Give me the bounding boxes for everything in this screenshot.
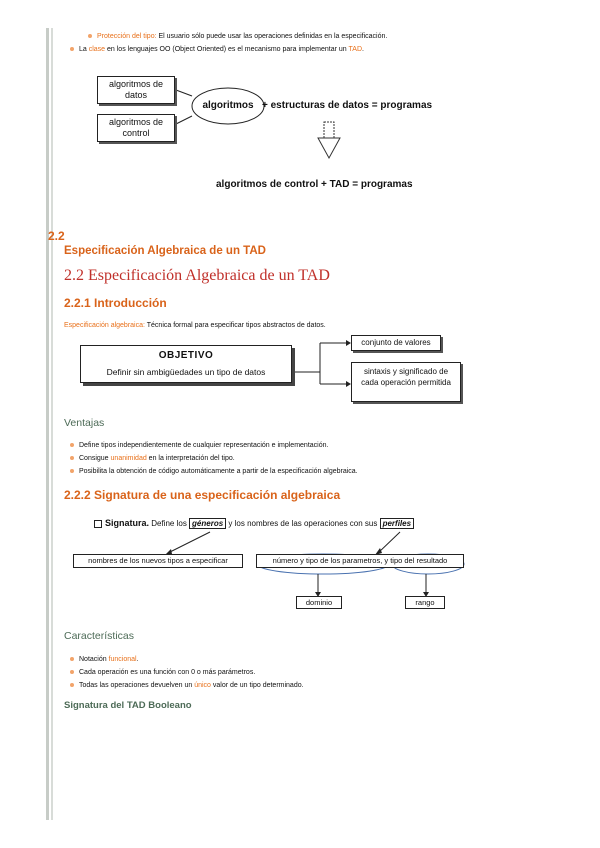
objetivo-box bbox=[80, 345, 292, 383]
box-label: conjunto de valores bbox=[361, 338, 431, 347]
clase-link[interactable]: clase bbox=[88, 46, 106, 53]
item-text: Cada operación es una función con 0 o más parámetros. bbox=[79, 669, 256, 676]
ellipse-label: algoritmos bbox=[202, 100, 254, 111]
bullet-text: El usuario sólo puede usar las operaciones definidas en la especificación. bbox=[156, 33, 388, 40]
intro-line bbox=[64, 321, 326, 330]
item-text: Todas las operaciones devuelven un bbox=[79, 682, 195, 689]
unanimidad-link[interactable]: unanimidad bbox=[110, 455, 147, 462]
caracteristica-item bbox=[70, 681, 304, 690]
signatura-line bbox=[94, 518, 414, 528]
down-arrow-shaft bbox=[324, 122, 334, 138]
box-label: nombres de los nuevos tipos a especificar bbox=[88, 556, 228, 565]
signatura-label: Signatura. bbox=[105, 518, 150, 528]
box-label: algoritmos de datos bbox=[108, 79, 164, 100]
equation-text: + estructuras de datos = programas bbox=[262, 100, 433, 111]
bullet-icon bbox=[70, 657, 74, 661]
box-algoritmos-control bbox=[97, 114, 175, 142]
down-arrow-head bbox=[318, 138, 340, 158]
box-sintaxis bbox=[351, 362, 461, 402]
intro-heading: 2.2.1 Introducción bbox=[64, 296, 167, 310]
item-text: Posibilita la obtención de código automáticamente a partir de la especificación algebraica. bbox=[79, 468, 358, 475]
objetivo-text: Definir sin ambigüedades un tipo de datos bbox=[106, 367, 266, 377]
box-label: rango bbox=[415, 598, 435, 607]
checkbox-icon bbox=[94, 520, 102, 528]
bullet-label: Protección del tipo: bbox=[97, 33, 157, 40]
bullet-text: . bbox=[362, 46, 364, 53]
item-text: en la interpretación del tipo. bbox=[146, 455, 235, 462]
bullet-text: en los lenguajes OO (Object Oriented) es el mecanismo para implementar un bbox=[105, 46, 349, 53]
box-dominio bbox=[296, 596, 342, 609]
box-label: algoritmos de control bbox=[108, 117, 164, 138]
page-title: 2.2 Especificación Algebraica de un TAD bbox=[64, 267, 330, 284]
result-equation: algoritmos de control + TAD = programas bbox=[216, 179, 413, 190]
box-conjunto-valores bbox=[351, 335, 441, 351]
bullet-icon bbox=[70, 469, 74, 473]
bullet-text: La bbox=[79, 46, 89, 53]
connector-line bbox=[176, 90, 192, 96]
section-number: 2.2 bbox=[48, 229, 65, 243]
caracteristicas-heading: Características bbox=[64, 630, 135, 642]
generos-term: géneros bbox=[189, 518, 226, 529]
connector-line bbox=[176, 116, 192, 124]
item-text: valor de un tipo determinado. bbox=[210, 682, 304, 689]
intro-label: Especificación algebraica: bbox=[64, 322, 145, 329]
tad-link[interactable]: TAD bbox=[348, 46, 362, 53]
ventaja-item bbox=[70, 467, 358, 476]
box-label: dominio bbox=[305, 598, 333, 607]
signatura-text: Define los bbox=[149, 519, 190, 528]
item-text: Notación bbox=[79, 656, 109, 663]
ventajas-heading: Ventajas bbox=[64, 417, 105, 429]
unico-link[interactable]: único bbox=[194, 682, 211, 689]
caracteristica-item bbox=[70, 668, 255, 677]
box-numero-tipo bbox=[256, 554, 464, 568]
bullet-icon bbox=[70, 443, 74, 447]
perfiles-term: perfiles bbox=[380, 518, 414, 529]
bullet-icon bbox=[70, 683, 74, 687]
intro-text: Técnica formal para especificar tipos abstractos de datos. bbox=[144, 322, 326, 329]
bullet-icon bbox=[70, 670, 74, 674]
item-text: . bbox=[136, 656, 139, 663]
arrow-generos bbox=[168, 532, 210, 553]
booleano-heading: Signatura del TAD Booleano bbox=[64, 700, 192, 711]
box-nombres-tipos bbox=[73, 554, 243, 568]
ventaja-item bbox=[70, 441, 328, 450]
signatura-heading: 2.2.2 Signatura de una especificación algebraica bbox=[64, 488, 341, 502]
signatura-text: y los nombres de las operaciones con sus bbox=[226, 519, 380, 528]
arrow-perfiles bbox=[378, 532, 400, 553]
section-subtitle: Especificación Algebraica de un TAD bbox=[64, 245, 266, 257]
objetivo-title: OBJETIVO bbox=[158, 350, 214, 361]
item-text: Consigue bbox=[79, 455, 111, 462]
bullet-icon bbox=[70, 456, 74, 460]
box-rango bbox=[405, 596, 445, 609]
box-label: sintaxis y significado de cada operación permitida bbox=[361, 367, 451, 387]
caracteristica-item bbox=[70, 655, 139, 664]
box-label: número y tipo de los parametros, y tipo del resultado bbox=[272, 556, 448, 565]
item-text: Define tipos independientemente de cualquier representación e implementación. bbox=[79, 442, 329, 449]
funcional-link[interactable]: funcional bbox=[108, 656, 137, 663]
ventaja-item bbox=[70, 454, 235, 463]
box-algoritmos-datos bbox=[97, 76, 175, 104]
